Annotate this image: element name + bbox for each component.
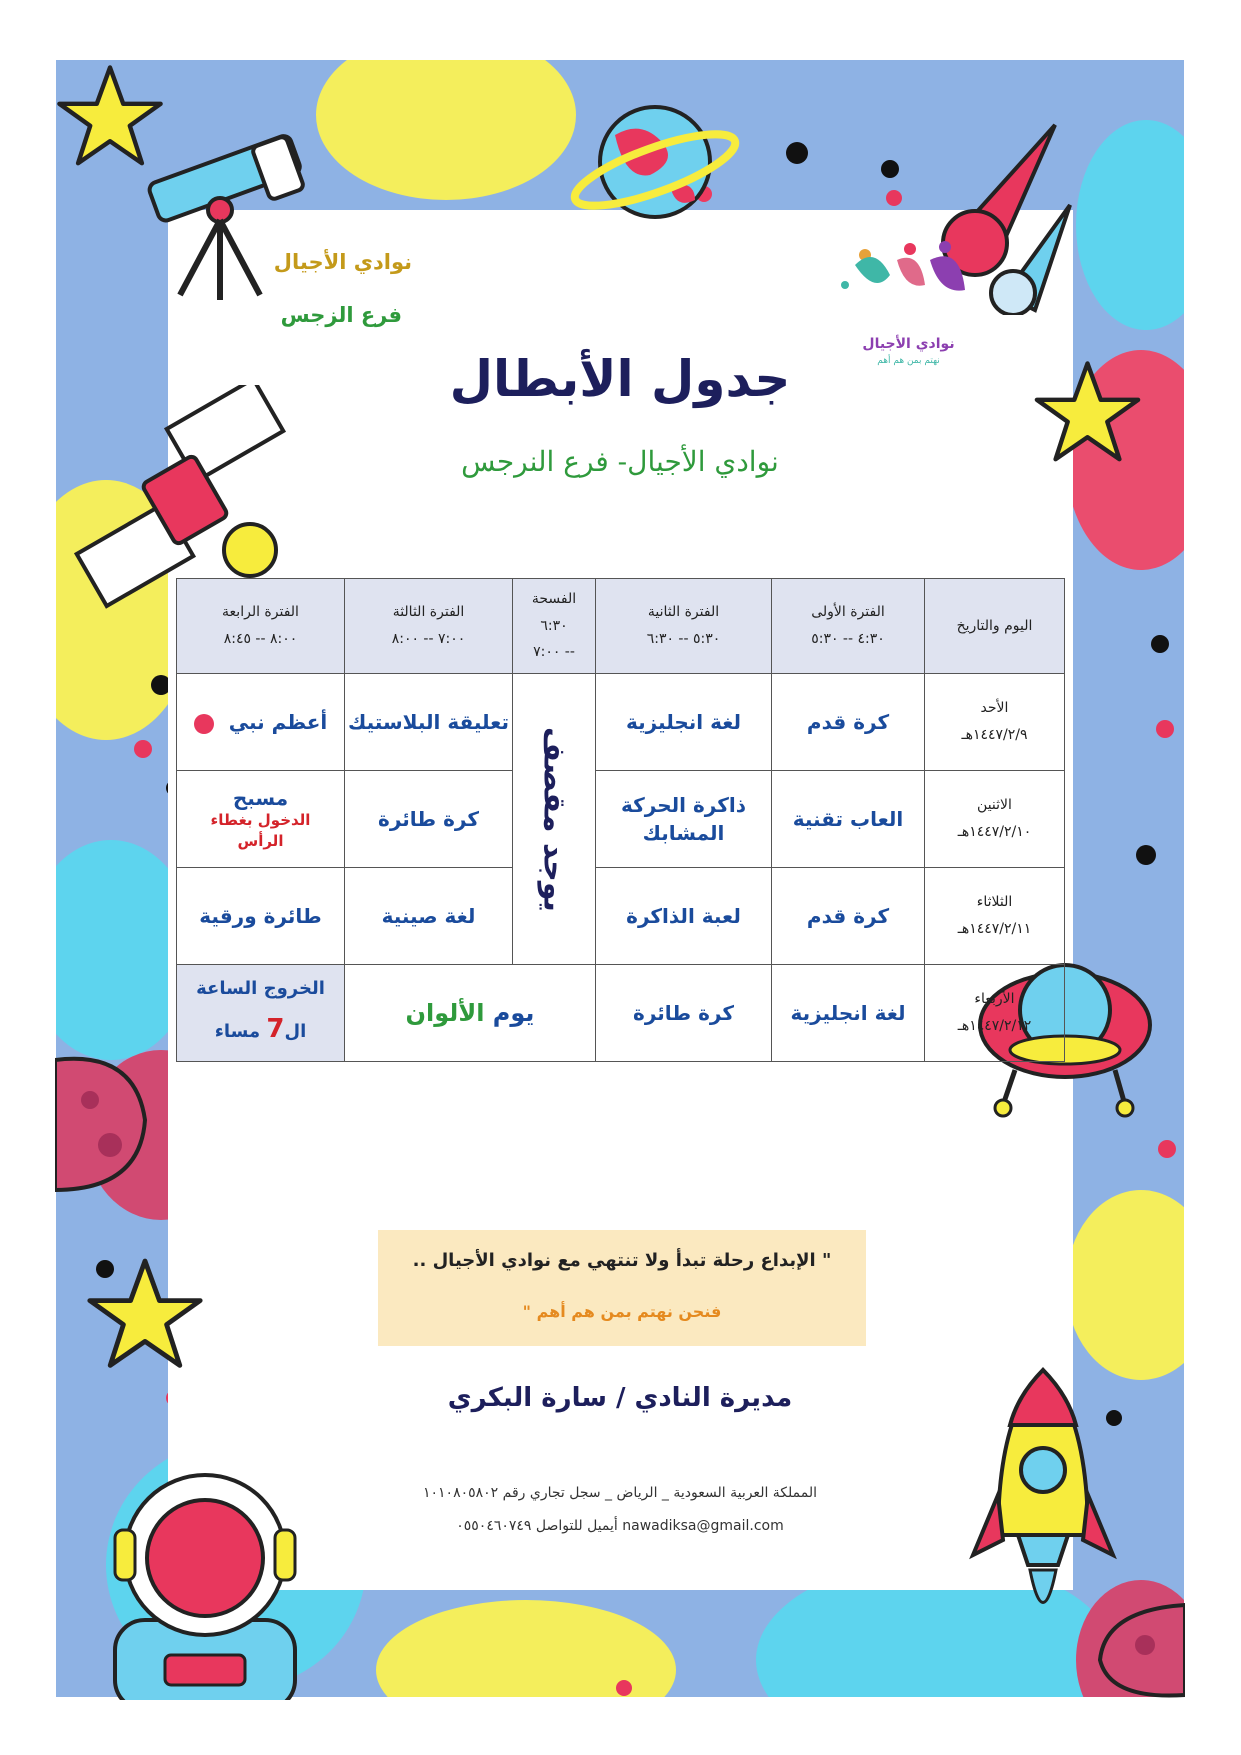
header-day-date: اليوم والتاريخ [925, 579, 1065, 674]
manager-signature: مديرة النادي / سارة البكري [447, 1383, 793, 1413]
exit-time-cell: الخروج الساعة ال7 مساء [177, 965, 345, 1062]
activity-cell: أعظم نبي [177, 674, 345, 771]
telescope-icon [120, 110, 320, 310]
colors-day-word: يوم [492, 999, 535, 1027]
logo-name: نوادي الأجيال [862, 336, 955, 352]
pool-note: الدخول بغطاء الرأس [210, 811, 311, 850]
table-row [177, 771, 1065, 868]
day-cell: الثلاثاء ١٤٤٧/٢/١١هـ [925, 868, 1065, 965]
activity-cell: لغة انجليزية [772, 965, 925, 1062]
activity-cell: كرة قدم [772, 674, 925, 771]
activity-cell: تعليقة البلاستيك [345, 674, 513, 771]
activity-cell: لعبة الذاكرة [596, 868, 772, 965]
activity-cell: كرة طائرة [345, 771, 513, 868]
table-row [177, 868, 1065, 965]
star-icon [1030, 358, 1145, 468]
colors-day-cell [345, 965, 596, 1062]
footer-registration: المملكة العربية السعودية _ الرياض _ سجل تجاري رقم ١٠١٠٨٠٥٨٠٢ [422, 1485, 818, 1501]
branch-name: فرع الزجس [280, 303, 402, 327]
logo-tagline: نهتم بمن هم أهم [877, 356, 940, 366]
schedule-table [176, 578, 1065, 1062]
astronaut-icon [95, 1470, 315, 1700]
page-title: جدول الأبطال [449, 350, 791, 408]
header-period-2: الفترة الثانية ٥:٣٠ -- ٦:٣٠ [596, 579, 772, 674]
activity-cell: طائرة ورقية [177, 868, 345, 965]
star-icon [85, 1255, 205, 1375]
header-period-3: الفترة الثالثة ٧:٠٠ -- ٨:٠٠ [345, 579, 513, 674]
table-header-row [177, 579, 1065, 674]
quote-line-2: فنحن نهتم بمن هم أهم " [522, 1302, 722, 1321]
activity-cell: مسبح الدخول بغطاء الرأس [177, 771, 345, 868]
planet-icon [570, 90, 740, 240]
day-cell: الاثنين ١٤٤٧/٢/١٠هـ [925, 771, 1065, 868]
activity-cell: ذاكرة الحركة المشابك [596, 771, 772, 868]
table-row [177, 965, 1065, 1062]
colors-day-label: الألوان [405, 999, 485, 1027]
club-name: نوادي الأجيال [273, 250, 412, 274]
day-cell: الأربعاء ١٤٤٧/٢/١٢هـ [925, 965, 1065, 1062]
activity-cell: لغة انجليزية [596, 674, 772, 771]
club-logo [835, 235, 985, 315]
header-period-4: الفترة الرابعة ٨:٠٠ -- ٨:٤٥ [177, 579, 345, 674]
activity-cell: العاب تقنية [772, 771, 925, 868]
activity-cell: كرة طائرة [596, 965, 772, 1062]
footer-contact: nawadiksa@gmail.com أيميل للتواصل ٠٥٥٠٤٦٠٧٤٩ [456, 1518, 784, 1534]
break-cell [513, 674, 596, 965]
header-break: الفسحة ٦:٣٠ -- ٧:٠٠ [513, 579, 596, 674]
activity-cell: لغة صينية [345, 868, 513, 965]
quote-box [378, 1230, 866, 1346]
quote-line-1: " الإبداع رحلة تبدأ ولا تنتهي مع نوادي الأجيال .. [412, 1250, 832, 1271]
asteroid-icon [1095, 1600, 1185, 1700]
canteen-label: يوجد مقصف [536, 726, 572, 912]
table-row [177, 674, 1065, 771]
day-cell: الأحد ١٤٤٧/٢/٩هـ [925, 674, 1065, 771]
pink-dot-icon [194, 714, 214, 734]
header-period-1: الفترة الأولى ٤:٣٠ -- ٥:٣٠ [772, 579, 925, 674]
asteroid-icon [55, 1050, 155, 1200]
activity-cell: كرة قدم [772, 868, 925, 965]
page-subtitle: نوادي الأجيال- فرع النرجس [461, 445, 779, 478]
